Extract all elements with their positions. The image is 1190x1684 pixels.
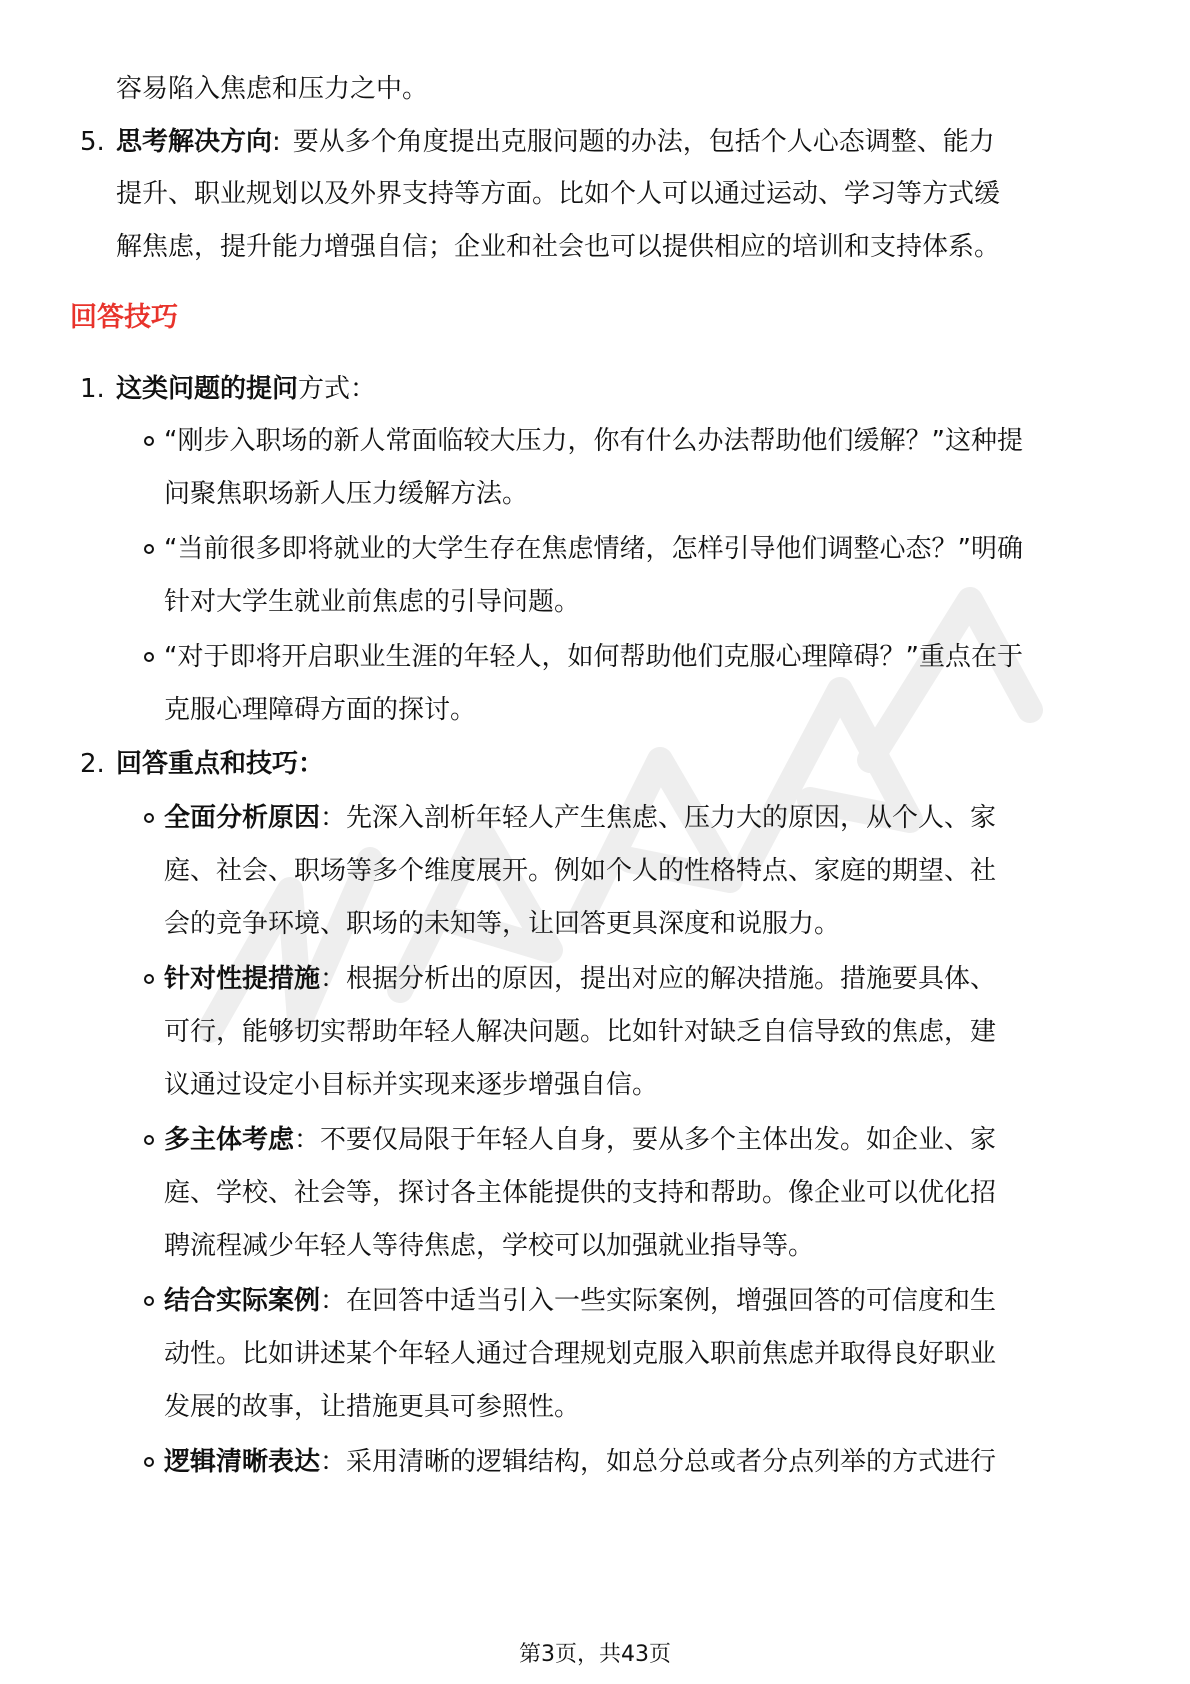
q2-bullet1-line1 <box>164 801 996 835</box>
q1-bullet3-line1: “对于即将开启职业生涯的年轻人，如何帮助他们克服心理障碍？”重点在于 <box>164 642 1023 672</box>
bullet-circle-icon <box>144 813 154 823</box>
bullet-circle-icon <box>144 652 154 662</box>
q1-bullet3-line2: 克服心理障碍方面的探讨。 <box>164 695 477 725</box>
page-footer: 第3页，共43页 <box>519 1642 671 1667</box>
q2-bullet3-line3: 聘流程减少年轻人等待焦虑，学校可以加强就业指导等。 <box>164 1231 815 1261</box>
q2-bullet3-text: ：不要仅局限于年轻人自身，要从多个主体出发。如企业、家 <box>294 1125 997 1155</box>
item5-number: 5. <box>80 127 105 157</box>
q2-bullet2-label: 针对性提措施 <box>164 964 321 994</box>
q2-bullet4-line3: 发展的故事，让措施更具可参照性。 <box>164 1392 581 1422</box>
q2-bullet4-text: ：在回答中适当引入一些实际案例，增强回答的可信度和生 <box>320 1286 997 1316</box>
q2-bullet4-line1 <box>164 1284 996 1318</box>
q1-bullet1-line2: 问聚焦职场新人压力缓解方法。 <box>164 479 529 509</box>
q2-bullet1-label: 全面分析原因 <box>164 803 321 833</box>
q2-bullet4-line2: 动性。比如讲述某个年轻人通过合理规划克服入职前焦虑并取得良好职业 <box>164 1339 997 1369</box>
q1-label-bold: 这类问题的提问 <box>116 374 299 404</box>
bullet-circle-icon <box>144 1296 154 1306</box>
q1-bullet2-line1: “当前很多即将就业的大学生存在焦虑情绪，怎样引导他们调整心态？”明确 <box>164 534 1023 564</box>
q2-bullet2-text: ：根据分析出的原因，提出对应的解决措施。措施要具体、 <box>320 964 997 994</box>
bullet-circle-icon <box>144 1457 154 1467</box>
item5-label: 思考解决方向 <box>116 127 273 157</box>
item5-colon: : <box>272 127 281 157</box>
q2-heading: 回答重点和技巧： <box>116 749 325 779</box>
q2-bullet3-line2: 庭、学校、社会等，探讨各主体能提供的支持和帮助。像企业可以优化招 <box>164 1178 997 1208</box>
q1-bullet1-line1: “刚步入职场的新人常面临较大压力，你有什么办法帮助他们缓解？”这种提 <box>164 426 1023 456</box>
bullet-circle-icon <box>144 544 154 554</box>
q1-bullet2-line2: 针对大学生就业前焦虑的引导问题。 <box>164 587 581 617</box>
item4-tail: 容易陷入焦虑和压力之中。 <box>116 74 429 104</box>
section-heading-answer-tips: 回答技巧 <box>70 302 178 333</box>
q1-label-rest: 方式： <box>298 374 377 404</box>
q2-bullet1-line2: 庭、社会、职场等多个维度展开。例如个人的性格特点、家庭的期望、社 <box>164 856 997 886</box>
item5-line1 <box>116 125 995 159</box>
q2-bullet3-line1 <box>164 1123 996 1157</box>
q2-bullet3-label: 多主体考虑 <box>164 1125 295 1155</box>
bullet-circle-icon <box>144 436 154 446</box>
q2-bullet4-label: 结合实际案例 <box>164 1286 321 1316</box>
item5-line2: 提升、职业规划以及外界支持等方面。比如个人可以通过运动、学习等方式缓 <box>116 179 1001 209</box>
q2-bullet1-line3: 会的竞争环境、职场的未知等，让回答更具深度和说服力。 <box>164 909 841 939</box>
bullet-circle-icon <box>144 1135 154 1145</box>
q2-bullet2-line3: 议通过设定小目标并实现来逐步增强自信。 <box>164 1070 659 1100</box>
bullet-circle-icon <box>144 974 154 984</box>
q2-bullet2-line2: 可行，能够切实帮助年轻人解决问题。比如针对缺乏自信导致的焦虑，建 <box>164 1017 997 1047</box>
q2-bullet5-label: 逻辑清晰表达 <box>164 1447 321 1477</box>
q1-heading <box>116 372 376 406</box>
item5-text1: 要从多个角度提出克服问题的办法，包括个人心态调整、能力 <box>292 127 995 157</box>
q1-number: 1. <box>80 374 105 404</box>
q2-number: 2. <box>80 749 105 779</box>
q2-bullet2-line1 <box>164 962 996 996</box>
q2-bullet1-text: ：先深入剖析年轻人产生焦虑、压力大的原因，从个人、家 <box>320 803 997 833</box>
item5-line3: 解焦虑，提升能力增强自信；企业和社会也可以提供相应的培训和支持体系。 <box>116 232 1001 262</box>
q2-bullet5-line1 <box>164 1445 996 1479</box>
q2-bullet5-text: ：采用清晰的逻辑结构，如总分总或者分点列举的方式进行 <box>320 1447 997 1477</box>
